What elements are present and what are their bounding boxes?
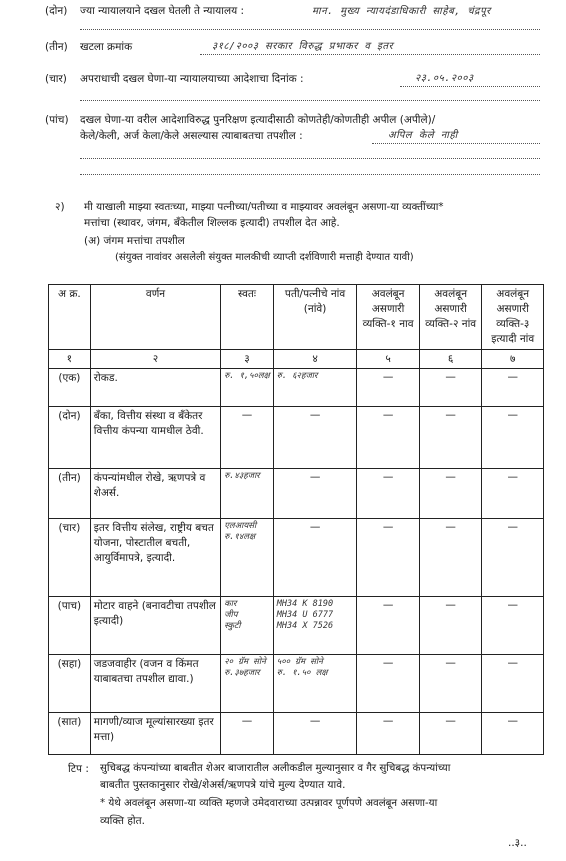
col-number: १ — [49, 350, 91, 369]
header-dependent-2: अवलंबून असणारी व्यक्ति-२ नांव — [419, 285, 482, 350]
row-dependent-3: — — [482, 469, 544, 519]
header-dependent-1: अवलंबून असणारी व्यक्ति-१ नाव — [357, 285, 420, 350]
row-number: (चार) — [49, 519, 91, 597]
row-dependent-2: — — [419, 407, 482, 469]
row-dependent-2: — — [419, 597, 482, 655]
col-number: ३ — [221, 350, 274, 369]
row-number: (पाच) — [49, 597, 91, 655]
row-spouse-value: ५०० ग्रॅम सोने रु. १.५० लक्ष — [273, 655, 357, 713]
item-3-number: (तीन) — [45, 41, 68, 53]
dotted-line — [80, 29, 540, 30]
row-spouse-value: रु. ६२हजार — [273, 369, 357, 407]
row-spouse-value: — — [273, 713, 357, 755]
row-self-value: रु.४३हजार — [221, 469, 274, 519]
row-self-value: रु. १,५०लक्ष — [221, 369, 274, 407]
row-dependent-2: — — [419, 469, 482, 519]
col-number: ७ — [482, 350, 544, 369]
dotted-line — [400, 86, 540, 87]
row-dependent-2: — — [419, 369, 482, 407]
item-5-label: दखल घेणा-या वरील आदेशाविरुद्ध पुनरिक्षण इत्यादीसाठी कोणतेही/कोणतीही अपील (अपीले)/ — [80, 114, 436, 126]
table-row — [49, 407, 544, 469]
row-dependent-3: — — [482, 655, 544, 713]
section-2-line2: मत्तांचा (स्थावर, जंगम, बँकेतील शिल्लक इत्यादी) तपशील देत आहे. — [84, 217, 340, 229]
row-dependent-2: — — [419, 655, 482, 713]
item-2-value: मान. मुख्य न्यायदंडाधिकारी साहेब, चंद्रपूर — [312, 6, 491, 17]
row-spouse-value: — — [273, 407, 357, 469]
row-dependent-1: — — [357, 407, 420, 469]
table-row — [49, 597, 544, 655]
table-row — [49, 369, 544, 407]
row-dependent-3: — — [482, 519, 544, 597]
dotted-line — [200, 54, 540, 55]
col-number: ६ — [419, 350, 482, 369]
row-self-value: — — [221, 407, 274, 469]
row-dependent-2: — — [419, 713, 482, 755]
dotted-line — [372, 143, 540, 144]
item-3-value: ३१८/२००३ सरकार विरुद्ध प्रभाकर व इतर — [212, 41, 394, 52]
row-dependent-3: — — [482, 597, 544, 655]
row-self-value: २० ग्रॅम सोने रु.३७हजार — [221, 655, 274, 713]
row-dependent-3: — — [482, 407, 544, 469]
footnote-line2: बाबतीत पुस्तकानुसार रोखे/शेअर्स/ऋणपत्रे यांचे मुल्य देण्यात यावे. — [100, 779, 346, 791]
header-dependent-3: अवलंबून असणारी व्यक्ति-३ इत्यादी नांव — [482, 285, 544, 350]
row-dependent-3: — — [482, 369, 544, 407]
row-dependent-1: — — [357, 597, 420, 655]
row-dependent-1: — — [357, 369, 420, 407]
item-2-number: (दोन) — [45, 5, 68, 17]
item-4-value: २३.०५.२००३ — [415, 73, 474, 84]
footnote-line3: * येथे अवलंबून असणा-या व्यक्ति म्हणजे उमेदवाराच्या उत्पन्नावर पूर्णपणे अवलंबून असणा-या — [100, 798, 438, 809]
item-5-number: (पांच) — [45, 114, 69, 126]
section-2-number: २) — [55, 201, 65, 213]
footnote-line1: सुचिबद्ध कंपन्यांच्या बाबतीत शेअर बाजारातील अलीकडील मुल्यानुसार व गैर सुचिबद्ध कंपन्यांच्या — [100, 763, 451, 774]
movable-assets-table — [48, 284, 544, 755]
row-dependent-2: — — [419, 519, 482, 597]
row-description: इतर वित्तीय संलेख, राष्ट्रीय बचत योजना, पोस्टातील बचती, आयुर्विमापत्रे, इत्यादी. — [90, 519, 220, 597]
row-self-value: कार जीप स्कुटी — [221, 597, 274, 655]
row-description: बँका, वित्तीय संस्था व बँकेतर वित्तीय कंपन्या यामधील ठेवी. — [90, 407, 220, 469]
row-dependent-1: — — [357, 655, 420, 713]
row-description: कंपन्यांमधील रोखे, ऋणपत्रे व शेअर्स. — [90, 469, 220, 519]
row-spouse-value: MH34 K 8190 MH34 U 6777 MH34 X 7526 — [273, 597, 357, 655]
footnote-line4: व्यक्ति होत. — [100, 815, 145, 827]
row-self-value: — — [221, 713, 274, 755]
footnote-label: टिप : — [68, 763, 89, 775]
item-4-number: (चार) — [45, 73, 67, 85]
dotted-line — [80, 100, 540, 101]
dotted-line — [80, 158, 540, 159]
table-row — [49, 655, 544, 713]
row-dependent-3: — — [482, 713, 544, 755]
page-number: ..३.. — [508, 837, 527, 849]
row-number: (सहा) — [49, 655, 91, 713]
table-row — [49, 469, 544, 519]
row-self-value: एलआयसी रु.१४लक्ष — [221, 519, 274, 597]
item-3-label: खटला क्रमांक — [80, 41, 133, 53]
table-row — [49, 519, 544, 597]
col-number: ५ — [357, 350, 420, 369]
row-number: (सात) — [49, 713, 91, 755]
section-2-subheading: (अ) जंगम मत्तांचा तपशील — [84, 235, 185, 247]
section-2-note: (संयुक्त नावांवर असलेली संयुक्त मालकीची व्याप्ती दर्शविणारी मत्ताही देण्यात यावी) — [115, 252, 414, 263]
header-self: स्वतः — [221, 285, 274, 350]
row-spouse-value: — — [273, 469, 357, 519]
item-4-label: अपराधाची दखल घेणा-या न्यायालयाच्या आदेशाचा दिनांक : — [80, 73, 304, 85]
row-dependent-1: — — [357, 469, 420, 519]
row-dependent-1: — — [357, 713, 420, 755]
row-description: मोटार वाहने (बनावटीचा तपशील इत्यादी) — [90, 597, 220, 655]
section-2-line1: मी याखाली माझ्या स्वतःच्या, माझ्या पत्नीच्या/पतीच्या व माझ्यावर अवलंबून असणा-या व्यक्तींच्या* — [84, 201, 444, 213]
row-description: मागणी/व्याज मूल्यांसारख्या इतर मत्ता) — [90, 713, 220, 755]
col-number: २ — [90, 350, 220, 369]
table-row — [49, 713, 544, 755]
header-serial: अ क्र. — [49, 285, 91, 350]
row-number: (तीन) — [49, 469, 91, 519]
row-number: (दोन) — [49, 407, 91, 469]
row-number: (एक) — [49, 369, 91, 407]
row-dependent-1: — — [357, 519, 420, 597]
item-2-label: ज्या न्यायालयाने दखल घेतली ते न्यायालय : — [80, 5, 245, 17]
row-description: जडजवाहीर (वजन व किंमत याबाबतचा तपशील द्यावा.) — [90, 655, 220, 713]
header-spouse: पती/पत्नीचे नांव (नांवे) — [273, 285, 357, 350]
row-description: रोकड. — [90, 369, 220, 407]
header-description: वर्णन — [90, 285, 220, 350]
dotted-line — [80, 174, 540, 175]
item-5-label-cont: केले/केली, अर्ज केला/केले असल्यास त्याबाबतचा तपशील : — [80, 130, 303, 142]
item-5-value: अपिल केले नाही — [388, 130, 458, 141]
col-number: ४ — [273, 350, 357, 369]
row-spouse-value: — — [273, 519, 357, 597]
